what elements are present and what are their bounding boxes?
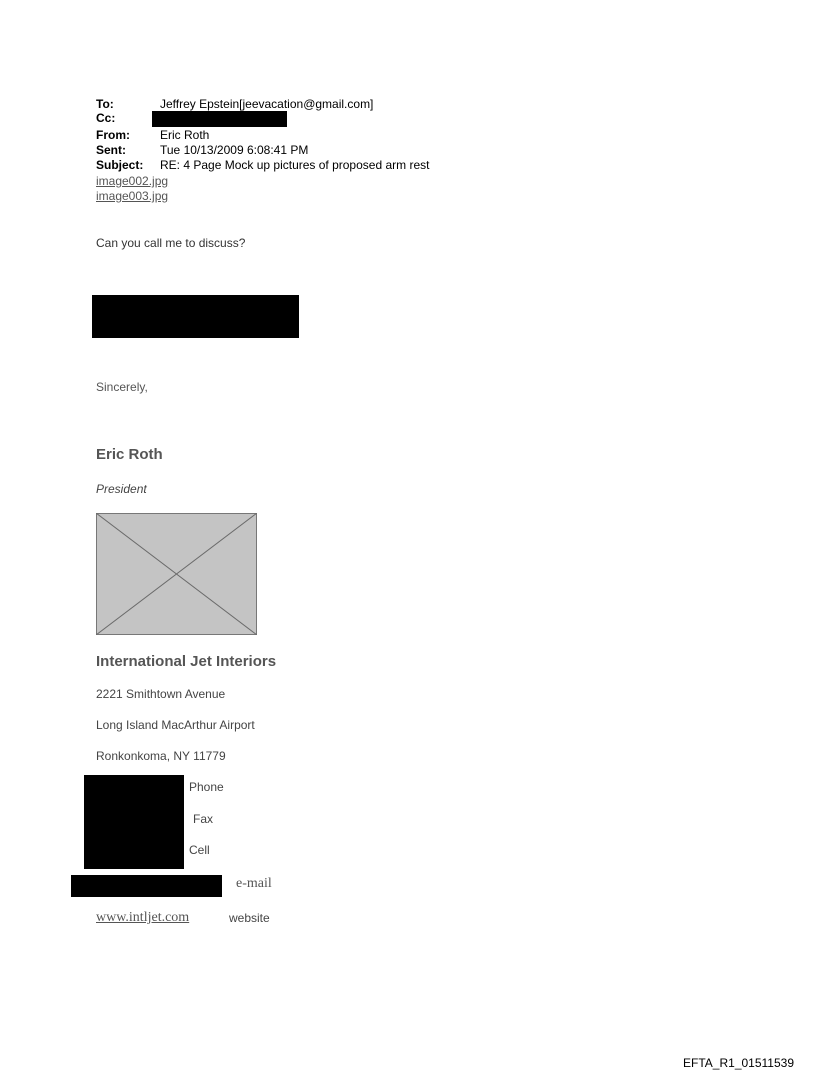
fax-label: Fax (193, 812, 214, 826)
cell-label: Cell (189, 843, 210, 857)
redaction-phone-numbers (84, 775, 184, 869)
closing-text: Sincerely, (96, 380, 148, 394)
redaction-email (71, 875, 222, 897)
website-label: website (229, 911, 270, 925)
image-placeholder-graphic (96, 513, 257, 635)
phone-label: Phone (189, 780, 224, 794)
subject-label: Subject: (96, 158, 144, 172)
address-line: 2221 Smithtown Avenue (96, 687, 226, 701)
website-link[interactable]: www.intljet.com (96, 910, 190, 925)
redaction-cc (152, 111, 287, 127)
subject-value: RE: 4 Page Mock up pictures of proposed arm rest (160, 158, 430, 172)
sent-value: Tue 10/13/2009 6:08:41 PM (160, 143, 309, 157)
from-label: From: (96, 128, 130, 142)
to-label: To: (96, 97, 114, 111)
sent-label: Sent: (96, 143, 126, 157)
redaction-block (92, 295, 299, 338)
attachment-link[interactable]: image003.jpg (96, 189, 169, 203)
from-value: Eric Roth (160, 128, 210, 142)
document-id: EFTA_R1_01511539 (683, 1056, 794, 1070)
signature-name: Eric Roth (96, 446, 163, 463)
broken-image-placeholder (96, 513, 257, 635)
attachment-link[interactable]: image002.jpg (96, 174, 169, 188)
address-line: Ronkonkoma, NY 11779 (96, 749, 226, 763)
company-name: International Jet Interiors (96, 653, 277, 670)
cc-label: Cc: (96, 111, 116, 125)
message-text: Can you call me to discuss? (96, 236, 246, 250)
address-line: Long Island MacArthur Airport (96, 718, 255, 732)
email-label: e-mail (236, 876, 272, 891)
signature-title: President (96, 482, 147, 496)
to-value: Jeffrey Epstein[jeevacation@gmail.com] (160, 97, 374, 111)
